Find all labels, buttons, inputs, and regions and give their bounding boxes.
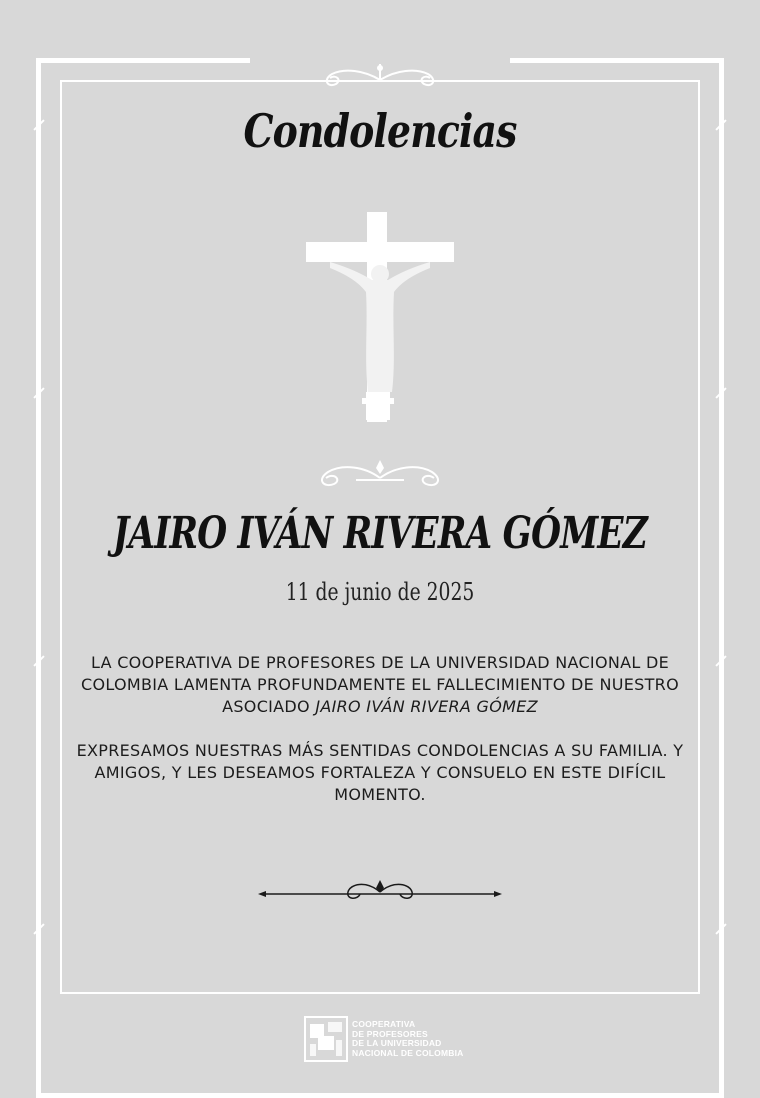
deceased-name: JAIRO IVÁN RIVERA GÓMEZ xyxy=(112,508,648,559)
message-paragraph-1 xyxy=(70,652,690,718)
frame-top-left-segment xyxy=(36,58,250,63)
ornament-flourish-icon xyxy=(314,60,446,90)
date-text: 11 de junio de 2025 xyxy=(285,578,475,606)
card-title: Condolencias xyxy=(243,104,517,158)
message-1-name: JAIRO IVÁN RIVERA GÓMEZ xyxy=(315,697,538,716)
cooperative-logo-icon xyxy=(304,1016,348,1062)
divider-flourish-icon xyxy=(258,876,502,910)
message-paragraph-2: EXPRESAMOS NUESTRAS MÁS SENTIDAS CONDOLENCIAS A SU FAMILIA. Y AMIGOS, Y LES DESEAMOS FORTALEZA Y CONSUELO EN ESTE DIFÍCIL MOMENTO. xyxy=(76,741,684,804)
ornament-flourish-icon xyxy=(312,456,448,490)
logo-line: COOPERATIVA xyxy=(352,1019,416,1029)
logo-line: NACIONAL DE COLOMBIA xyxy=(352,1047,464,1058)
logo-text xyxy=(352,1020,464,1058)
frame-top-right-segment xyxy=(510,58,724,63)
crucifix-icon xyxy=(300,208,460,424)
logo-line: DE LA UNIVERSIDAD xyxy=(352,1038,442,1048)
message-1-text: LA COOPERATIVA DE PROFESORES DE LA UNIVERSIDAD NACIONAL DE COLOMBIA LAMENTA PROFUNDAMENTE EL FALLECIMIENTO DE NUESTRO ASOCIADO xyxy=(80,653,679,716)
logo-line: DE PROFESORES xyxy=(352,1028,428,1039)
cooperative-logo xyxy=(304,1016,464,1062)
